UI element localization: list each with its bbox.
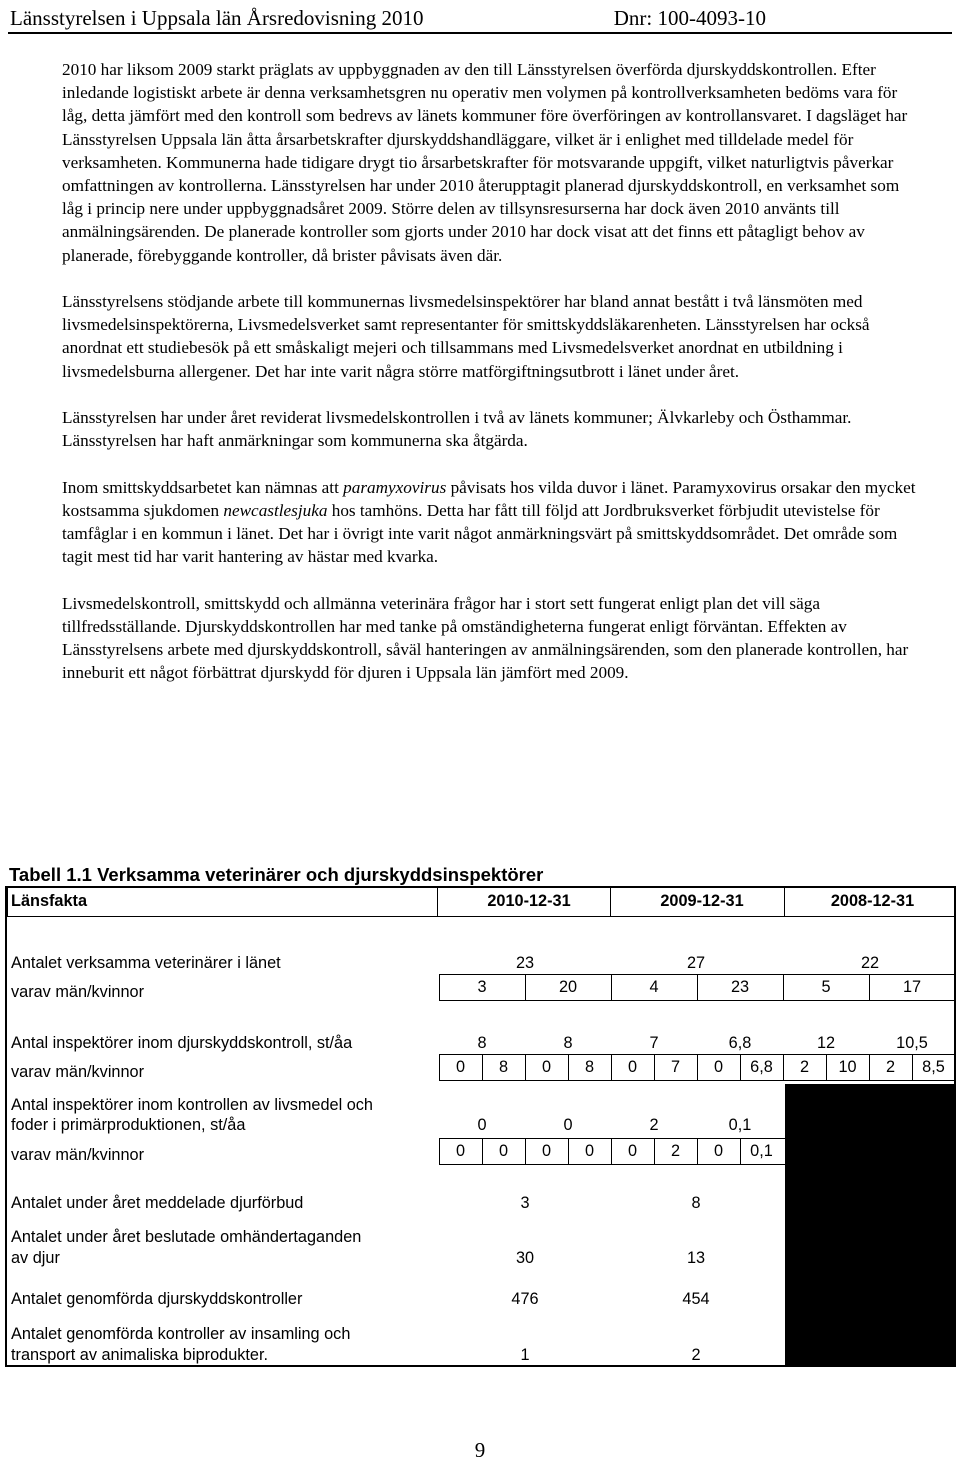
grid-line xyxy=(740,1054,741,1080)
grid-line xyxy=(869,974,870,1000)
row-label: Antal inspektörer inom djurskyddskontroll, st/åa xyxy=(11,1034,353,1052)
paragraph-text: påvisats hos vilda duvor i länet. Paramyxovirus orsakar den mycket kostsamma sjukdomen xyxy=(62,477,916,520)
cell-value: 1 xyxy=(520,1346,530,1364)
row-sublabel: varav män/kvinnor xyxy=(11,1146,145,1164)
cell-value: 476 xyxy=(511,1290,539,1308)
cell-value: 0 xyxy=(563,1116,573,1134)
cell-value: 454 xyxy=(682,1290,710,1308)
grid-line xyxy=(869,1054,870,1080)
cell-value: 2 xyxy=(691,1346,701,1364)
grid-line xyxy=(439,1054,440,1080)
cell-value: 2 xyxy=(799,1058,810,1076)
grid-line xyxy=(697,1054,698,1080)
cell-value: 2 xyxy=(670,1142,681,1160)
cell-value: 0 xyxy=(713,1142,724,1160)
grid-line xyxy=(7,916,954,917)
cell-value: 23 xyxy=(515,954,535,972)
grid-line xyxy=(482,1138,483,1164)
cell-value: 0,1 xyxy=(728,1116,752,1134)
grid-line xyxy=(525,1138,526,1164)
cell-value: 17 xyxy=(902,978,922,996)
paragraph-smittskydd xyxy=(62,476,922,569)
cell-value: 0 xyxy=(713,1058,724,1076)
grid-line xyxy=(611,1054,612,1080)
row-label: Antalet genomförda kontroller av insamling och xyxy=(11,1325,351,1343)
cell-value: 0,1 xyxy=(750,1142,773,1160)
grid-line xyxy=(568,1138,569,1164)
paragraph-text: hos tamhöns. Detta har fått till följd att Jordbruksverket förbjudit utevistelse för tamfåglar i en kommun i länet. Det har i övrigt inte varit något anmärkningsvärt på smittskyddsområdet. Det område som tagit mest tid har varit hantering av hästar med kvarka. xyxy=(62,500,898,567)
cell-value: 10 xyxy=(838,1058,857,1076)
table-header-col: 2009-12-31 xyxy=(660,892,744,910)
grid-line xyxy=(611,1138,612,1164)
cell-value: 5 xyxy=(821,978,831,996)
cell-value: 8 xyxy=(691,1194,701,1212)
grid-line xyxy=(826,1054,827,1080)
grid-line xyxy=(610,888,611,916)
cell-value: 23 xyxy=(730,978,750,996)
cell-value: 0 xyxy=(627,1058,638,1076)
grid-line xyxy=(912,1054,913,1080)
page-number: 9 xyxy=(474,1438,486,1462)
grid-line xyxy=(439,1080,954,1081)
cell-value: 22 xyxy=(860,954,880,972)
cell-value: 3 xyxy=(477,978,487,996)
grid-line xyxy=(439,1000,954,1001)
page-header xyxy=(8,4,952,34)
cell-value: 10,5 xyxy=(896,1034,928,1052)
header-title: Länsstyrelsen i Uppsala län Årsredovisning 2010 xyxy=(10,6,424,30)
cell-value: 0 xyxy=(498,1142,509,1160)
grid-line xyxy=(437,888,438,916)
cell-value: 12 xyxy=(816,1034,836,1052)
cell-value: 8 xyxy=(477,1034,487,1052)
cell-value: 30 xyxy=(515,1249,535,1267)
table-header-label: Länsfakta xyxy=(11,892,88,910)
body-text xyxy=(62,58,922,684)
paragraph: 2010 har liksom 2009 starkt präglats av uppbyggnaden av den till Länsstyrelsen överförda djurskyddskontrollen. Efter inledande logistiskt arbete är denna verksamhetsgren nu operativ men volymen på kontrollverksamheten bedöms vara för låg, detta jämfört med den kontroll som bedrevs av länets kommuner före överföringen av kontrollansvaret. I dagsläget har Länsstyrelsen Uppsala län åtta årsarbetskrafter djurskyddshandläggare, vilket är i enlighet med tilldelade medel för verksamheten. Kommunerna hade tidigare drygt tio årsarbetskrafter för motsvarande uppgift, vilket naturligtvis påverkar omfattningen av kontrollerna. Länsstyrelsen har under 2010 återupptagit planerad djurskyddskontroll, en verksamhet som låg i princip nere under uppbyggnadsåret 2009. Större delen av tillsynsresurserna har dock även 2010 använts till anmälningsärenden. De planerade kontroller som gjorts under 2010 har dock visat att det finns ett påtagligt behov av planerade, förebyggande kontroller, då brister påvisats även där. xyxy=(62,60,908,265)
cell-value: 6,8 xyxy=(728,1034,752,1052)
cell-value: 8 xyxy=(584,1058,595,1076)
paragraph-text: Inom smittskyddsarbetet kan nämnas att xyxy=(62,477,344,497)
cell-value: 0 xyxy=(541,1058,552,1076)
cell-value: 7 xyxy=(670,1058,681,1076)
grid-line xyxy=(7,888,8,916)
grid-line xyxy=(783,974,784,1000)
cell-value: 20 xyxy=(558,978,578,996)
paragraph: Länsstyrelsens stödjande arbete till kommunernas livsmedelsinspektörer har bland annat bestått i två länsmöten med livsmedelsinspektörerna, Livsmedelsverket samt representanter för smittskyddsläkarenheten. Länsstyrelsen har också anordnat ett studiebesök på ett småskaligt mejeri och tillsammans med Livsmedelsverket anordnat en utbildning i livsmedelsburna allergener. Det har inte varit några större matförgiftningsutbrott i länet under året. xyxy=(62,292,870,381)
grid-line xyxy=(439,1138,785,1139)
cell-value: 8,5 xyxy=(922,1058,945,1076)
table-header-col: 2010-12-31 xyxy=(487,892,571,910)
header-dnr: Dnr: 100-4093-10 xyxy=(613,6,766,30)
row-label: Antalet under året meddelade djurförbud xyxy=(11,1194,304,1212)
cell-value: 6,8 xyxy=(750,1058,773,1076)
cell-value: 3 xyxy=(520,1194,530,1212)
row-label: transport av animaliska biprodukter. xyxy=(11,1346,269,1364)
row-label: foder i primärproduktionen, st/åa xyxy=(11,1116,246,1134)
italic-term: paramyxovirus xyxy=(343,477,447,497)
cell-value: 0 xyxy=(627,1142,638,1160)
facts-table xyxy=(5,886,956,1367)
cell-value: 27 xyxy=(686,954,706,972)
row-sublabel: varav män/kvinnor xyxy=(11,1063,145,1081)
grid-line xyxy=(697,1138,698,1164)
cell-value: 8 xyxy=(563,1034,573,1052)
cell-value: 0 xyxy=(541,1142,552,1160)
row-label: Antalet under året beslutade omhändertaganden xyxy=(11,1228,362,1246)
cell-value: 7 xyxy=(649,1034,659,1052)
grid-line xyxy=(783,1054,784,1080)
grid-line xyxy=(568,1054,569,1080)
italic-term: newcastlesjuka xyxy=(223,500,328,520)
table-title: Tabell 1.1 Verksamma veterinärer och djurskyddsinspektörer xyxy=(9,864,544,885)
cell-value: 0 xyxy=(477,1116,487,1134)
grid-line xyxy=(439,974,440,1000)
row-label: Antalet genomförda djurskyddskontroller xyxy=(11,1290,303,1308)
grid-line xyxy=(482,1054,483,1080)
cell-value: 2 xyxy=(885,1058,896,1076)
cell-value: 0 xyxy=(455,1058,466,1076)
cell-value: 2 xyxy=(649,1116,659,1134)
paragraph: Livsmedelskontroll, smittskydd och allmänna veterinära frågor har i stort sett fungerat enligt plan det vill säga tillfredsställande. Djurskyddskontrollen har med tanke på omständigheterna fungerat enligt förväntan. Effekten av Länsstyrelsens arbete med djurskyddskontroll, såväl hanteringen av anmälningsärenden, som den planerade kontrollen, har inneburit ett något förbättrat djurskydd för djuren i Uppsala län jämfört med 2009. xyxy=(62,593,909,683)
paragraph: Länsstyrelsen har under året reviderat livsmedelskontrollen i två av länets kommuner; Älvkarleby och Östhammar. Länsstyrelsen har haft anmärkningar som kommunerna ska åtgärda. xyxy=(62,408,852,451)
shaded-cell-block xyxy=(785,1084,954,1365)
grid-line xyxy=(525,1054,526,1080)
grid-line xyxy=(740,1138,741,1164)
grid-line xyxy=(611,974,612,1000)
row-label: Antalet verksamma veterinärer i länet xyxy=(11,954,281,972)
row-label: Antal inspektörer inom kontrollen av livsmedel och xyxy=(11,1096,373,1114)
grid-line xyxy=(439,1138,440,1164)
grid-line xyxy=(697,974,698,1000)
cell-value: 0 xyxy=(455,1142,466,1160)
grid-line xyxy=(439,1164,785,1165)
row-sublabel: varav män/kvinnor xyxy=(11,983,145,1001)
cell-value: 13 xyxy=(686,1249,706,1267)
grid-line xyxy=(525,974,526,1000)
cell-value: 4 xyxy=(649,978,659,996)
cell-value: 8 xyxy=(498,1058,509,1076)
grid-line xyxy=(654,1138,655,1164)
grid-line xyxy=(784,888,785,916)
table-header-col: 2008-12-31 xyxy=(830,892,915,910)
row-label: av djur xyxy=(11,1249,60,1267)
grid-line xyxy=(654,1054,655,1080)
cell-value: 0 xyxy=(584,1142,595,1160)
